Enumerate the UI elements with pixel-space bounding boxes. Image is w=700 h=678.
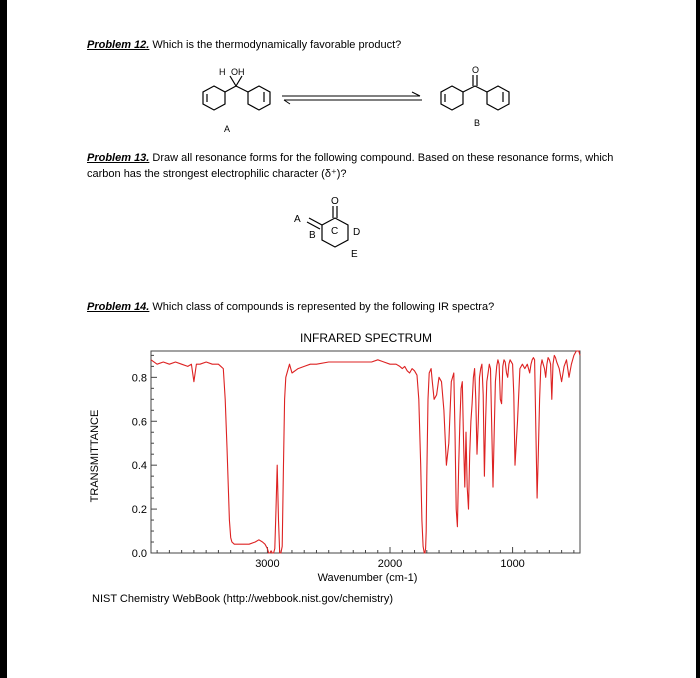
hydrogen-label: H xyxy=(219,67,226,77)
y-tick-label: 0.0 xyxy=(131,548,147,560)
problem-text: Which is the thermodynamically favorable product? xyxy=(149,39,402,51)
y-tick-label: 0.8 xyxy=(131,372,147,385)
x-tick-label: 3000 xyxy=(255,558,280,570)
x-tick-label: 1000 xyxy=(500,558,525,570)
carbon-e-label: E xyxy=(351,249,358,260)
x-axis-label: Wavenumber (cm-1) xyxy=(317,572,418,584)
y-axis-label: TRANSMITTANCE xyxy=(89,409,101,503)
carbon-a-label: A xyxy=(294,214,301,225)
carbon-b-label: B xyxy=(309,230,316,241)
x-tick-label: 2000 xyxy=(377,558,403,570)
ring-oxygen-label: O xyxy=(331,196,339,207)
y-tick-label: 0.6 xyxy=(131,416,147,429)
chart-title: INFRARED SPECTRUM xyxy=(299,331,432,345)
y-tick-label: 0.4 xyxy=(131,460,147,473)
structure-a-label: A xyxy=(224,124,231,134)
problem-text: Draw all resonance forms for the following compound. Based on these resonance forms, which carbon has the strongest electrophilic character (δ⁺)? xyxy=(87,152,614,180)
structure-b-label: B xyxy=(474,118,481,128)
source-credit: NIST Chemistry WebBook (http://webbook.nist.gov/chemistry) xyxy=(92,593,393,605)
spectrum-line xyxy=(151,351,580,553)
ketone-oxygen-label: O xyxy=(472,65,480,75)
carbon-c-label: C xyxy=(331,226,339,237)
carbon-d-label: D xyxy=(353,227,361,238)
problem-number: Problem 12. xyxy=(87,39,150,51)
y-tick-label: 0.2 xyxy=(131,504,147,517)
problem-number: Problem 13. xyxy=(87,152,150,164)
problem-text: Which class of compounds is represented by the following IR spectra? xyxy=(149,301,495,313)
problem-number: Problem 14. xyxy=(87,301,150,313)
hydroxyl-label: OH xyxy=(231,67,245,77)
